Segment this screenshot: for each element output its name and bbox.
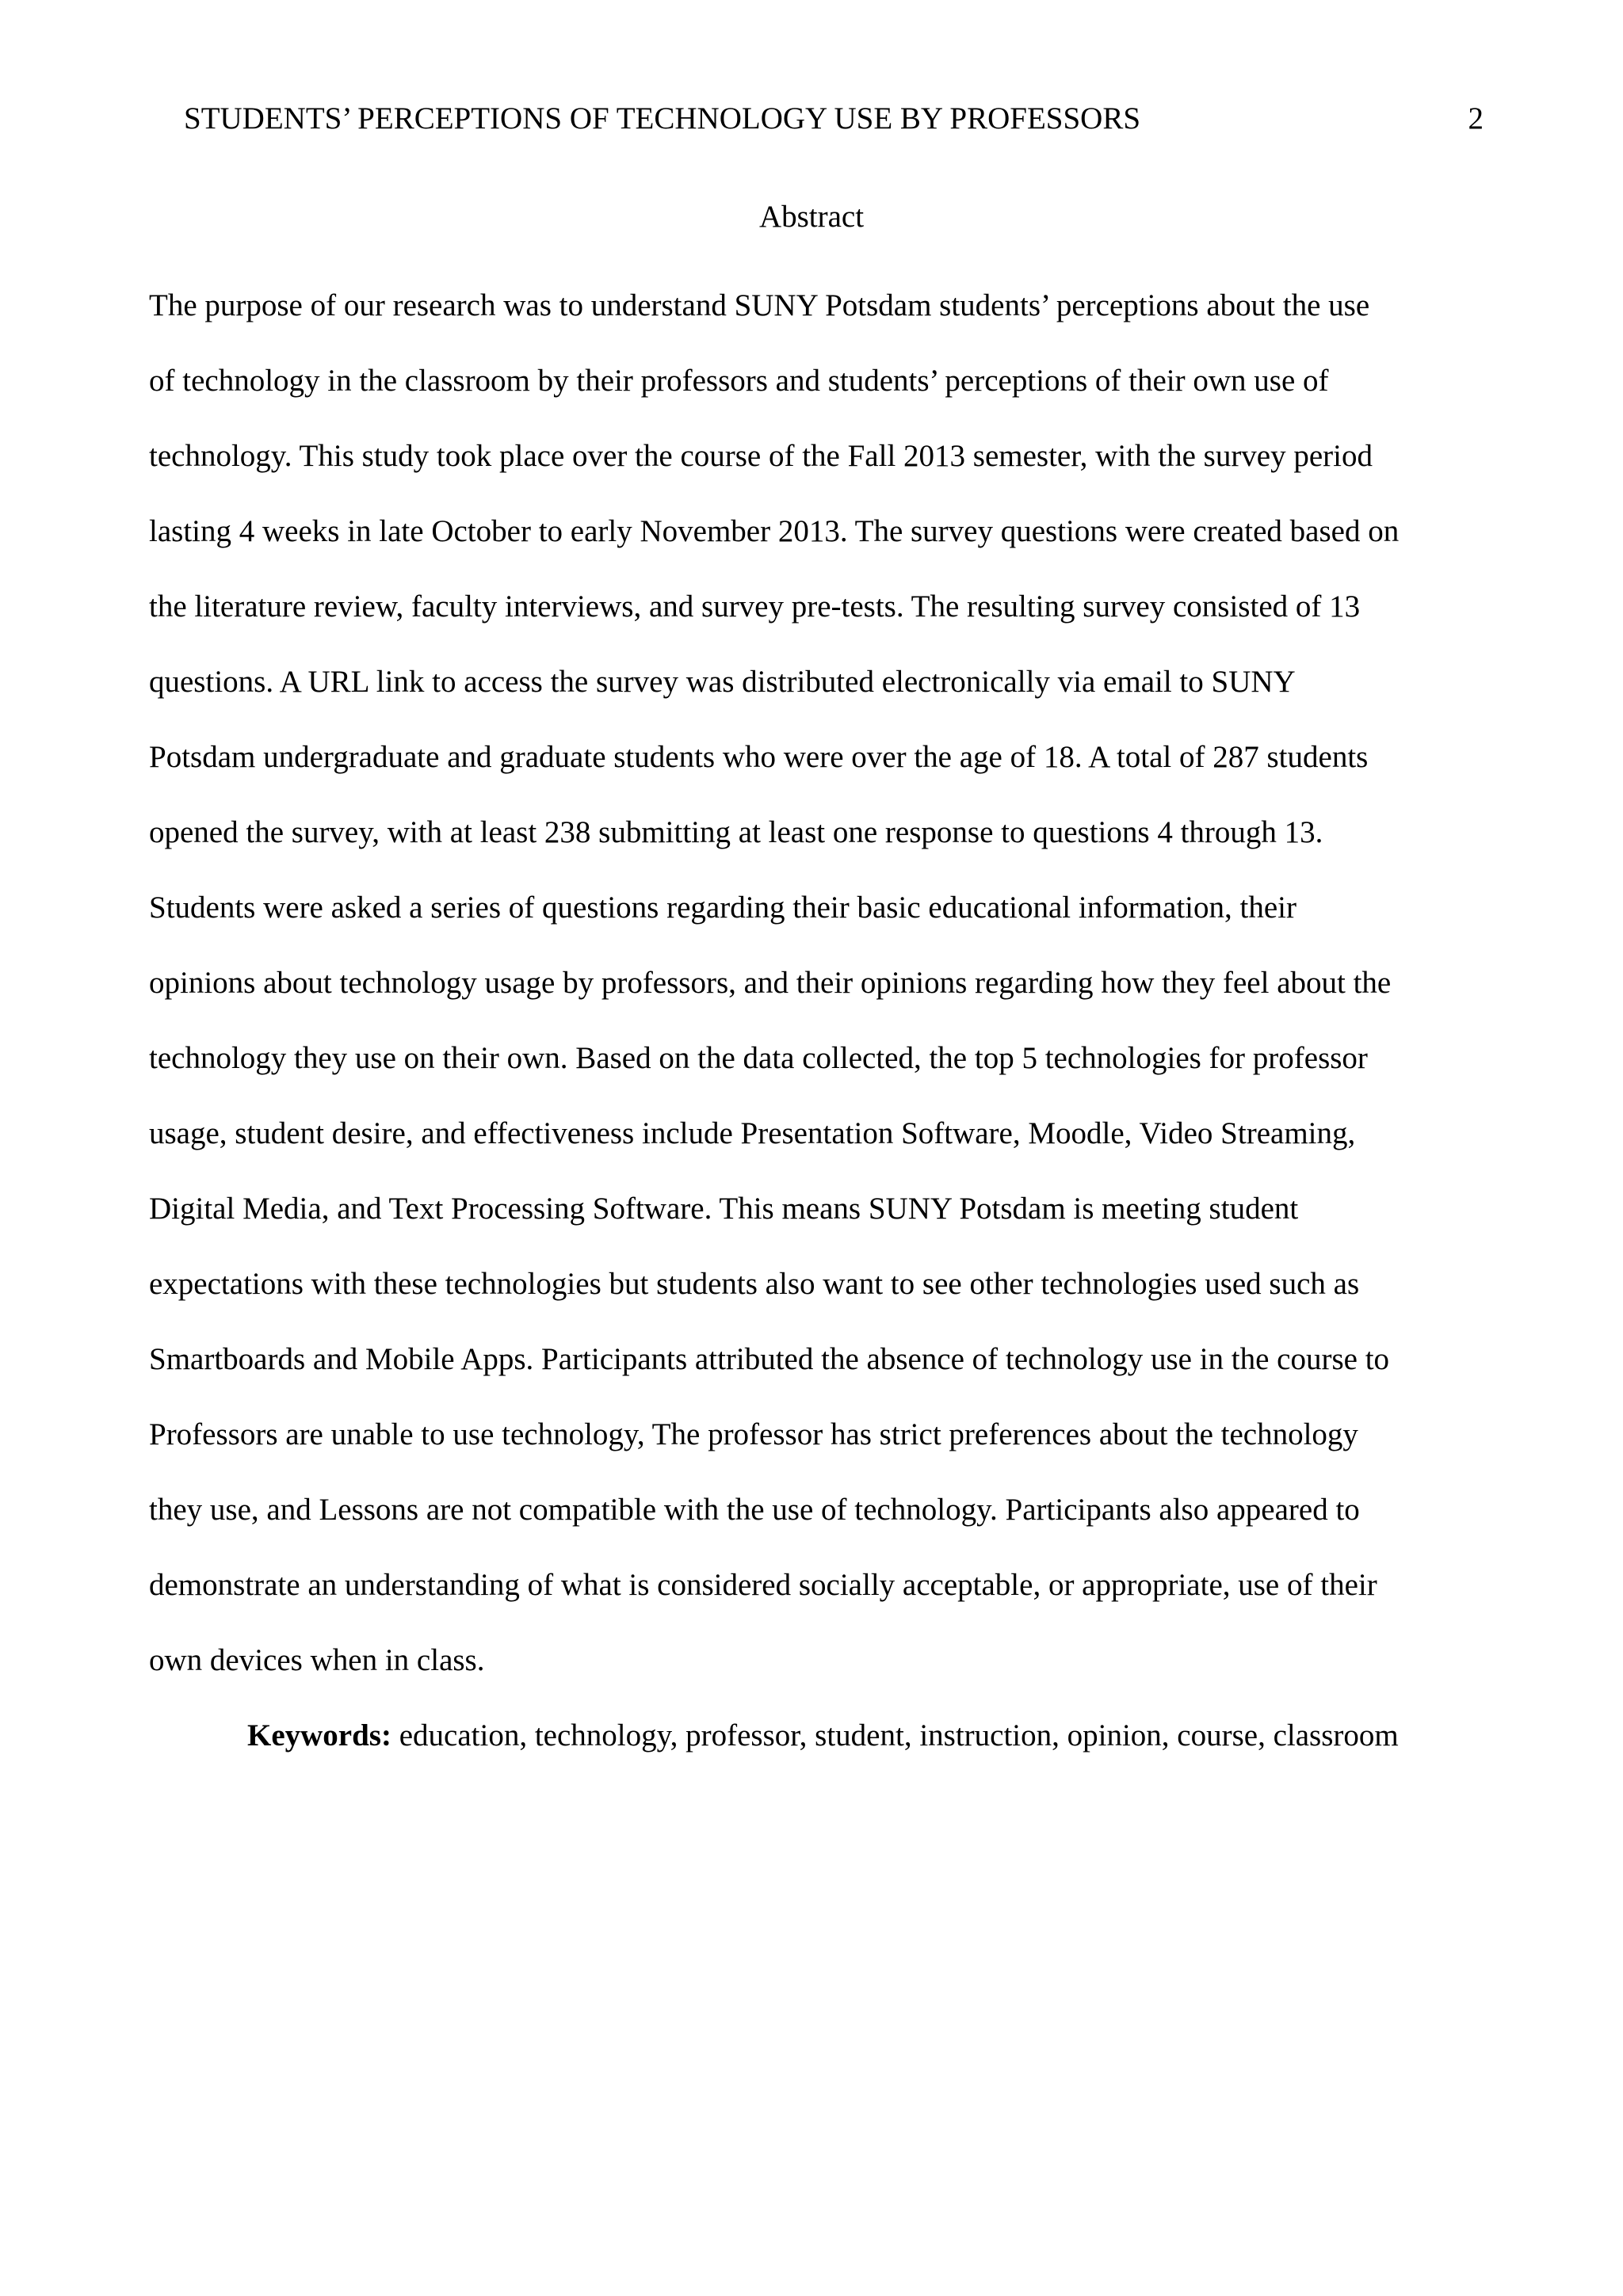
abstract-line: expectations with these technologies but students also want to see other technologies used such as [149,1267,1360,1301]
abstract-line: Students were asked a series of questions regarding their basic educational information, their [149,891,1296,925]
abstract-body [149,268,1480,1773]
abstract-line: the literature review, faculty interviews, and survey pre-tests. The resulting survey consisted of 13 [149,589,1361,624]
abstract-line: The purpose of our research was to understand SUNY Potsdam students’ perceptions about the use [149,288,1370,322]
abstract-line: technology they use on their own. Based on the data collected, the top 5 technologies for professor [149,1041,1368,1075]
abstract-line: Digital Media, and Text Processing Software. This means SUNY Potsdam is meeting student [149,1192,1299,1226]
abstract-line: demonstrate an understanding of what is considered socially acceptable, or appropriate, use of their [149,1568,1377,1602]
abstract-line: of technology in the classroom by their professors and students’ perceptions of their own use of [149,364,1329,398]
abstract-line: Potsdam undergraduate and graduate students who were over the age of 18. A total of 287 students [149,740,1369,774]
keywords-line [149,1698,1480,1773]
abstract-line: opinions about technology usage by professors, and their opinions regarding how they feel about the [149,966,1392,1000]
abstract-line: Professors are unable to use technology, The professor has strict preferences about the technology [149,1417,1358,1451]
abstract-line: they use, and Lessons are not compatible with the use of technology. Participants also appeared to [149,1493,1360,1527]
abstract-line: questions. A URL link to access the survey was distributed electronically via email to SUNY [149,665,1296,699]
keywords-text: education, technology, professor, student, instruction, opinion, course, classroom [391,1718,1399,1753]
abstract-line: lasting 4 weeks in late October to early November 2013. The survey questions were created based on [149,514,1400,548]
abstract-line: usage, student desire, and effectiveness include Presentation Software, Moodle, Video Streaming, [149,1116,1356,1150]
abstract-line: opened the survey, with at least 238 submitting at least one response to questions 4 through 13. [149,815,1323,849]
abstract-line: Smartboards and Mobile Apps. Participants attributed the absence of technology use in the course to [149,1342,1390,1376]
running-head: STUDENTS’ PERCEPTIONS OF TECHNOLOGY USE BY PROFESSORS [184,101,1141,135]
abstract-title: Abstract [758,200,865,234]
abstract-line: technology. This study took place over the course of the Fall 2013 semester, with the survey period [149,439,1373,473]
abstract-line: own devices when in class. [149,1643,485,1677]
page-number: 2 [1468,101,1484,135]
keywords-label: Keywords: [247,1718,391,1753]
